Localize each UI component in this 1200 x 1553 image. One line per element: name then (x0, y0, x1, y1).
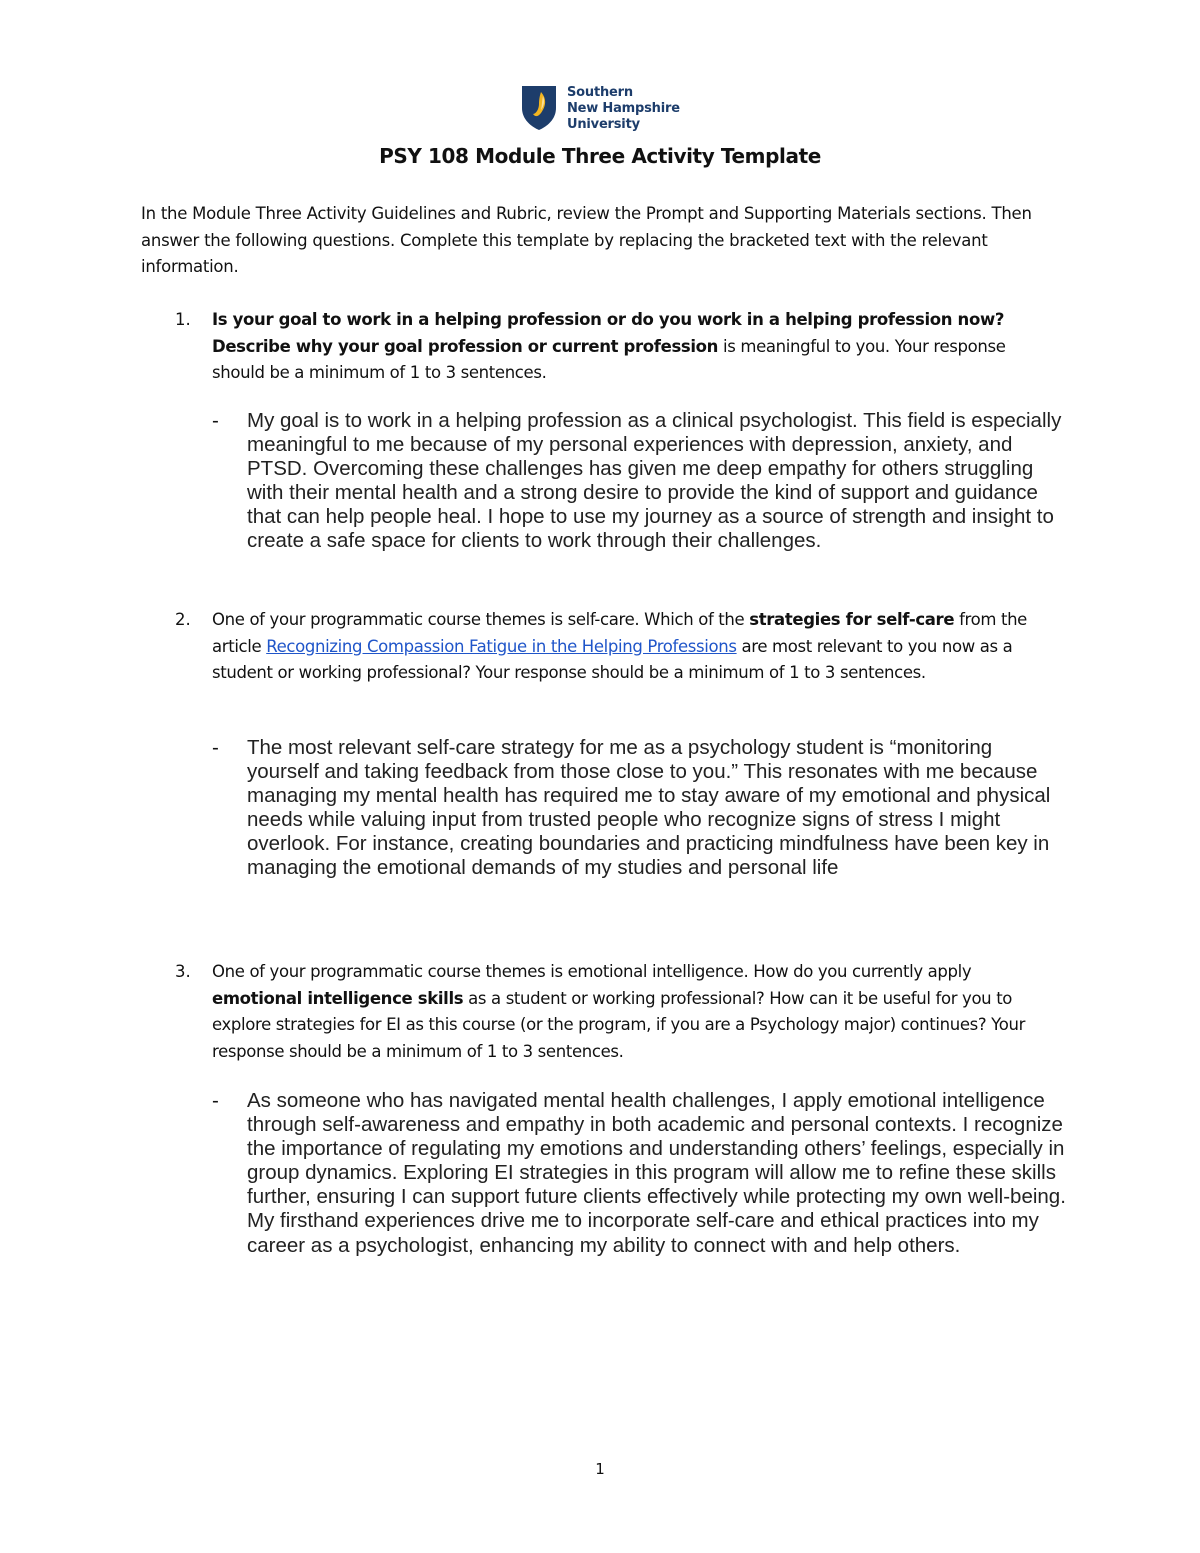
university-logo (520, 84, 690, 134)
question-mid: from the article (212, 610, 1027, 656)
question-number: 2. (175, 610, 191, 629)
question-emphasis: goal profession or current profession (383, 336, 719, 356)
answer-marker: - (212, 736, 219, 759)
answer-marker: - (212, 409, 219, 432)
article-link[interactable]: Recognizing Compassion Fatigue in the Helping Professions (266, 636, 737, 656)
shield-flame-icon (520, 84, 560, 132)
answer-text: As someone who has navigated mental health challenges, I apply emotional intelligence through self-awareness and empathy in both academic and personal contexts. I recognize the importance of regulating my emotions and understanding others’ feelings, especially in group dynamics. Exploring EI strategies in this program will allow me to refine these skills further, ensuring I can support future clients effectively while protecting my own well-being. My firsthand experiences drive me to incorporate self-care and ethical practices into my career as a psychologist, enhancing my ability to connect with and help others. (247, 1089, 1066, 1257)
question-rest: as a student or working professional? How can it be useful for you to explore strategies for EI as this course (or the program, if you are a Psychology major) continues? Your response should be a minimum of 1 to 3 sentences. (212, 988, 1025, 1061)
logo-wordmark (567, 85, 680, 133)
logo-line-1: Southern (567, 85, 633, 100)
question-text (212, 607, 1062, 687)
question-text (212, 959, 1062, 1065)
page-number: 1 (595, 1460, 605, 1478)
document-title: PSY 108 Module Three Activity Template (379, 144, 821, 168)
question-number: 3. (175, 962, 191, 981)
intro-paragraph: In the Module Three Activity Guidelines and Rubric, review the Prompt and Supporting Materials sections. Then answer the following questions. Complete this template by replacing the bracketed text with the relevant information. (141, 204, 1032, 276)
answer-marker: - (212, 1089, 219, 1112)
question-rest: are most relevant to you now as a student or working professional? Your response should be a minimum of 1 to 3 sentences. (212, 636, 1013, 682)
question-lead: One of your programmatic course themes is self-care. Which of the (212, 610, 750, 629)
answer-text: The most relevant self-care strategy for me as a psychology student is “monitoring yourself and taking feedback from those close to you.” This resonates with me because managing my mental health has required me to stay aware of my emotional and physical needs while valuing input from trusted people who recognize signs of stress I might overlook. For instance, creating boundaries and practicing mindfulness have been key in managing the emotional demands of my studies and personal life (247, 736, 1051, 880)
answer-text: My goal is to work in a helping profession as a clinical psychologist. This field is especially meaningful to me because of my personal experiences with depression, anxiety, and PTSD. Overcoming these challenges has given me deep empathy for others struggling with their mental health and a strong desire to provide the kind of support and guidance that can help people heal. I hope to use my journey as a source of strength and insight to create a safe space for clients to work through their challenges. (247, 409, 1062, 553)
logo-line-3: University (567, 117, 640, 132)
question-emphasis: emotional intelligence skills (212, 988, 464, 1008)
question-lead: One of your programmatic course themes is emotional intelligence. How do you currently apply (212, 962, 972, 981)
logo-line-2: New Hampshire (567, 101, 680, 116)
question-lead: Is your goal to work in a helping profession or do you work in a helping profession now? Describe why your (212, 310, 1005, 356)
question-rest: is meaningful to you. Your response should be a minimum of 1 to 3 sentences. (212, 336, 1006, 382)
question-emphasis: strategies for self-care (749, 610, 955, 629)
question-text (212, 307, 1062, 387)
question-number: 1. (175, 310, 191, 329)
